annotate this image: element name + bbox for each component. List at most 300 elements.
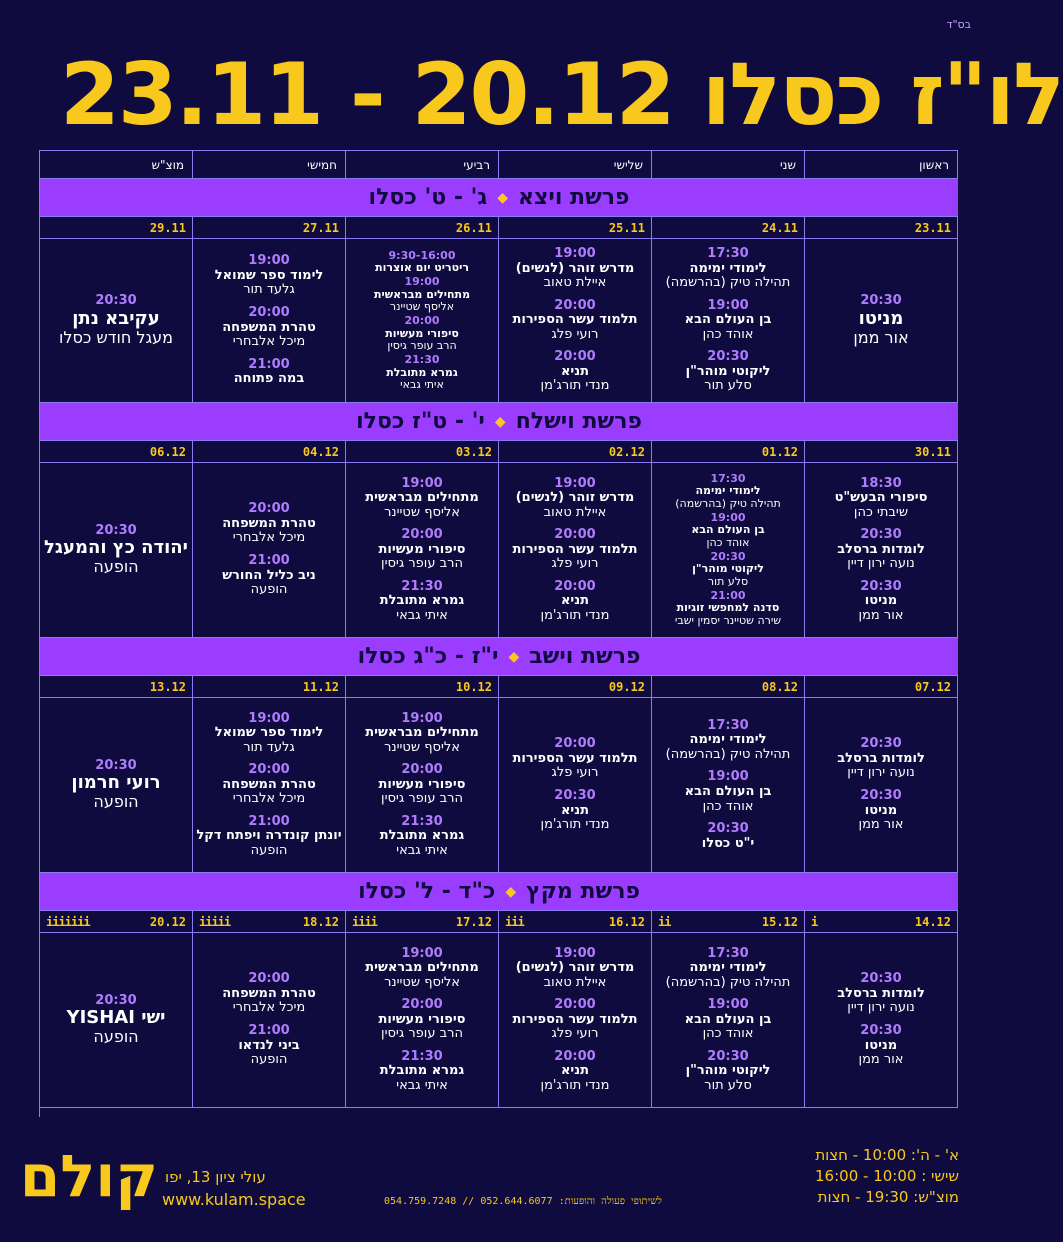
event-item[interactable] — [379, 763, 466, 807]
hanukkah-candles-icon: iiii — [352, 914, 377, 929]
event-host: נועה ירון דיין — [847, 765, 915, 781]
day-schedule-cell — [652, 933, 805, 1108]
event-item[interactable] — [541, 789, 610, 833]
event-time: 17:30 — [707, 945, 749, 961]
event-name: מדרש זוהר (לנשים) — [515, 490, 635, 506]
date-label: 10.12 — [455, 679, 492, 694]
event-name: תניא — [560, 1063, 590, 1079]
event-time: 21:00 — [710, 588, 746, 602]
event-name: טהרת המשפחה — [222, 776, 316, 792]
kislev-range: כ"ד - ל' כסלו — [358, 879, 496, 904]
date-cell — [193, 911, 346, 933]
event-item[interactable] — [837, 972, 925, 1016]
event-name: לימוד ספר שמואל — [214, 725, 324, 741]
event-time: 20:30 — [860, 736, 902, 752]
besd-mark: בס"ד — [946, 18, 971, 31]
event-host: אוהד כהן — [702, 798, 754, 814]
parasha-band — [40, 873, 958, 911]
day-schedule-cell — [193, 698, 346, 873]
date-cell — [805, 676, 958, 698]
event-name: לימודי ימימה — [689, 960, 767, 976]
event-host: מנדי תורג'מן — [540, 1077, 610, 1093]
contact-phones: לשיתופי פעולה והופעות: 052.644.6077 // 054.759.7248 — [384, 1196, 662, 1207]
event-item[interactable] — [222, 554, 316, 598]
date-cell — [346, 676, 499, 698]
day-schedule-cell — [499, 698, 652, 873]
event-name: טהרת המשפחה — [222, 319, 316, 335]
event-item[interactable] — [67, 994, 166, 1047]
day-schedule-cell — [193, 933, 346, 1108]
event-time: 20:00 — [554, 736, 596, 752]
date-label: 15.12 — [761, 914, 798, 929]
event-item[interactable] — [44, 524, 188, 577]
date-label: 11.12 — [302, 679, 339, 694]
diamond-icon: ◆ — [494, 413, 506, 430]
event-host: אליסף שטיינר — [384, 739, 460, 755]
date-cell — [346, 441, 499, 463]
event-name: תלמוד עשר הספירות — [512, 312, 638, 328]
date-label: 20.12 — [149, 914, 186, 929]
event-time: 19:00 — [707, 997, 749, 1013]
event-item[interactable] — [196, 815, 341, 859]
date-label: 29.11 — [149, 220, 186, 235]
event-name: גמרא מתובלת — [379, 593, 465, 609]
event-name: לומדות ברסלב — [837, 985, 925, 1001]
event-host: אוהד כהן — [702, 1026, 754, 1042]
event-host: איילת טאוב — [543, 974, 607, 990]
parasha-name: פרשת וישלח — [515, 409, 642, 434]
event-item[interactable] — [513, 299, 638, 343]
event-item[interactable] — [516, 247, 635, 291]
event-item[interactable] — [234, 358, 305, 387]
event-time: 20:00 — [248, 971, 290, 987]
event-item[interactable] — [685, 299, 772, 343]
event-host: איתי גבאי — [396, 607, 448, 623]
event-time: 19:00 — [710, 511, 746, 525]
event-time: 17:30 — [707, 717, 749, 733]
date-label: 26.11 — [455, 220, 492, 235]
kislev-range: י"ז - כ"ג כסלו — [357, 644, 499, 669]
date-cell — [346, 911, 499, 933]
event-host: מנדי תורג'מן — [540, 378, 610, 394]
event-item[interactable] — [380, 1050, 464, 1094]
event-item[interactable] — [513, 998, 638, 1042]
event-item[interactable] — [859, 789, 904, 833]
event-host: מנדי תורג'מן — [540, 817, 610, 833]
date-label: 08.12 — [761, 679, 798, 694]
event-item[interactable] — [541, 350, 610, 394]
kulam-logo: קולם — [19, 1142, 158, 1210]
event-time: 20:00 — [404, 314, 440, 328]
event-name: תלמוד עשר הספירות — [512, 541, 638, 557]
hanukkah-candles-icon: iii — [505, 914, 524, 929]
event-item[interactable] — [513, 528, 638, 572]
event-item[interactable] — [692, 551, 764, 588]
day-schedule-cell — [805, 239, 958, 403]
event-name: בן העולם הבא — [691, 523, 765, 537]
event-name: יונתן קונדרה ויפתח דקל — [196, 828, 342, 844]
event-host: אליסף שטיינר — [384, 974, 460, 990]
event-time: 21:30 — [401, 813, 443, 829]
day-schedule-cell — [40, 698, 193, 873]
event-name: ליקוטי מוהר"ן — [685, 363, 771, 379]
date-label: 07.12 — [914, 679, 951, 694]
event-name: מדרש זוהר (לנשים) — [515, 960, 635, 976]
event-name: ריטריט יום אוצרות — [375, 261, 469, 275]
event-name: עקיבא נתן — [72, 307, 160, 329]
event-time: 20:30 — [554, 788, 596, 803]
parasha-name: פרשת מקץ — [526, 879, 640, 904]
date-label: 25.11 — [608, 220, 645, 235]
kislev-range: ג' - ט' כסלו — [368, 185, 488, 210]
event-name: י"ט כסלו — [701, 835, 755, 851]
date-cell — [652, 217, 805, 239]
event-name: רועי חרמון — [71, 772, 161, 794]
event-name: סיפורי הבעש"ט — [834, 490, 928, 506]
hours-friday: שישי : 10:00 - 16:00 — [815, 1167, 959, 1185]
date-cell — [499, 217, 652, 239]
event-name: תניא — [560, 593, 590, 609]
day-schedule-cell — [193, 239, 346, 403]
event-item[interactable] — [516, 947, 635, 991]
event-time: 20:00 — [401, 762, 443, 778]
event-item[interactable] — [222, 972, 316, 1016]
date-cell — [652, 676, 805, 698]
event-host: הרב עופר גיסין — [387, 338, 457, 352]
event-item[interactable] — [685, 998, 772, 1042]
event-time: 20:00 — [554, 297, 596, 313]
event-time: 18:30 — [860, 475, 902, 491]
event-item[interactable] — [380, 580, 464, 624]
event-item[interactable] — [685, 770, 772, 814]
event-host: תהילה טיק (בהרשמה) — [665, 974, 791, 990]
event-host: הופעה — [250, 842, 288, 858]
event-item[interactable] — [702, 822, 754, 851]
page-title: 23.11 - 20.12 לו"ז כסלו — [60, 45, 1063, 145]
event-time: 20:30 — [707, 821, 749, 837]
event-name: בן העולם הבא — [684, 1011, 772, 1027]
event-item[interactable] — [675, 473, 781, 510]
date-label: 04.12 — [302, 444, 339, 459]
event-name: ישי YISHAI — [66, 1007, 166, 1029]
date-label: 02.12 — [608, 444, 645, 459]
day-schedule-cell — [40, 933, 193, 1108]
event-time: 20:30 — [707, 349, 749, 365]
event-item[interactable] — [859, 580, 904, 624]
hanukkah-candles-icon: ii — [658, 914, 671, 929]
event-item[interactable] — [215, 712, 324, 756]
event-item[interactable] — [686, 350, 771, 394]
event-name: ביני לנדאו — [238, 1037, 300, 1053]
event-name: מתחילים מבראשית — [373, 287, 471, 301]
event-host: איילת טאוב — [543, 504, 607, 520]
event-item[interactable] — [385, 315, 459, 352]
event-item[interactable] — [365, 712, 479, 756]
day-schedule-cell — [346, 698, 499, 873]
event-name: מתחילים מבראשית — [365, 490, 479, 506]
event-time: 19:00 — [401, 945, 443, 961]
event-item[interactable] — [513, 737, 638, 781]
event-name: תניא — [560, 802, 590, 818]
date-label: 23.11 — [914, 220, 951, 235]
event-name: סדנה למחפשי זוגיות — [676, 601, 780, 615]
date-label: 06.12 — [149, 444, 186, 459]
parasha-name: פרשת ויצא — [517, 185, 630, 210]
parasha-band — [40, 638, 958, 676]
date-cell — [805, 217, 958, 239]
event-host: רועי פלג — [551, 326, 599, 342]
event-time: 20:00 — [554, 527, 596, 543]
event-item[interactable] — [686, 1050, 771, 1094]
event-time: 21:30 — [401, 1048, 443, 1064]
event-name: לימודי ימימה — [689, 260, 767, 276]
event-name: מניטו — [864, 593, 898, 609]
event-name: מניטו — [864, 1037, 898, 1053]
event-name: סיפורי מעשיות — [385, 326, 459, 340]
event-item[interactable] — [222, 306, 316, 350]
kislev-range: י' - ט"ז כסלו — [356, 409, 485, 434]
event-time: 20:30 — [860, 527, 902, 543]
event-host: סלע תור — [707, 574, 749, 588]
date-label: 27.11 — [302, 220, 339, 235]
date-cell — [346, 217, 499, 239]
event-host: אור ממן — [853, 327, 909, 347]
event-host: איתי גבאי — [396, 1077, 448, 1093]
event-host: רועי פלג — [551, 765, 599, 781]
event-item[interactable] — [675, 590, 781, 627]
date-cell — [499, 911, 652, 933]
event-time: 20:00 — [248, 304, 290, 320]
event-time: 20:30 — [95, 293, 137, 309]
day-header: ראשון — [805, 151, 958, 179]
event-time: 20:30 — [710, 550, 746, 563]
event-name: תלמוד עשר הספירות — [512, 750, 638, 766]
event-name: לומדות ברסלב — [837, 750, 925, 766]
diamond-icon: ◆ — [505, 883, 517, 900]
event-host: תהילה טיק (בהרשמה) — [665, 746, 791, 762]
event-time: 21:00 — [248, 813, 290, 829]
event-name: מדרש זוהר (לנשים) — [515, 260, 635, 276]
date-cell — [652, 441, 805, 463]
event-host: הופעה — [93, 557, 139, 577]
event-host: אליסף שטיינר — [389, 300, 455, 314]
date-cell — [805, 911, 958, 933]
event-host: אוהד כהן — [702, 326, 754, 342]
event-item[interactable] — [386, 354, 457, 391]
event-item[interactable] — [71, 759, 160, 812]
event-host: הרב עופר גיסין — [381, 791, 463, 807]
event-time: 19:00 — [248, 253, 290, 269]
event-host: איתי גבאי — [396, 842, 448, 858]
day-schedule-cell — [499, 239, 652, 403]
event-host: איילת טאוב — [543, 275, 607, 291]
date-cell — [193, 676, 346, 698]
event-time: 19:00 — [401, 475, 443, 491]
opening-hours — [815, 1146, 959, 1209]
event-host: הופעה — [250, 1052, 288, 1068]
day-schedule-cell — [346, 933, 499, 1108]
day-schedule-cell — [805, 463, 958, 638]
event-item[interactable] — [516, 477, 635, 521]
event-time: 20:00 — [554, 1048, 596, 1064]
event-name: סיפורי מעשיות — [378, 776, 466, 792]
day-header: שלישי — [499, 151, 652, 179]
event-item[interactable] — [380, 815, 464, 859]
event-host: שיבתי כהן — [853, 504, 909, 520]
event-time: 21:00 — [248, 553, 290, 568]
event-item[interactable] — [375, 250, 469, 275]
event-name: לומדות ברסלב — [837, 541, 925, 557]
event-host: סלע תור — [704, 378, 752, 394]
event-time: 20:00 — [248, 762, 290, 778]
event-name: בן העולם הבא — [684, 312, 772, 328]
event-host: אור ממן — [858, 1052, 904, 1068]
event-item[interactable] — [853, 294, 908, 347]
event-item[interactable] — [859, 1024, 904, 1068]
event-name: בן העולם הבא — [684, 784, 772, 799]
event-item[interactable] — [59, 294, 173, 347]
event-time: 20:30 — [860, 578, 902, 594]
event-name: גמרא מתובלת — [386, 365, 458, 379]
event-host: מיכל אלבחרי — [232, 530, 306, 546]
event-host: גלעד תור — [243, 282, 295, 298]
parasha-name: פרשת וישב — [529, 644, 641, 669]
event-time: 21:00 — [248, 1023, 290, 1038]
event-item[interactable] — [222, 763, 316, 807]
hanukkah-candles-icon: iiiiiii — [46, 914, 90, 929]
day-schedule-cell — [346, 239, 499, 403]
event-item[interactable] — [541, 580, 610, 624]
event-host: גלעד תור — [243, 739, 295, 755]
hanukkah-candles-icon: iiiii — [199, 914, 231, 929]
event-host: תהילה טיק (בהרשמה) — [675, 496, 781, 510]
event-host: סלע תור — [704, 1077, 752, 1093]
event-name: תניא — [560, 363, 590, 379]
event-time: 17:30 — [707, 246, 749, 262]
event-host: הופעה — [93, 1027, 139, 1047]
event-host: אור ממן — [858, 817, 904, 833]
event-item[interactable] — [238, 1024, 299, 1068]
event-item[interactable] — [379, 528, 466, 572]
day-schedule-cell — [652, 698, 805, 873]
day-schedule-cell — [40, 239, 193, 403]
event-item[interactable] — [837, 737, 925, 781]
date-cell — [193, 217, 346, 239]
event-time: 20:00 — [554, 997, 596, 1013]
event-host: רועי פלג — [551, 1026, 599, 1042]
event-name: מניטו — [864, 802, 898, 818]
date-cell — [805, 441, 958, 463]
date-label: 30.11 — [914, 444, 951, 459]
event-time: 20:30 — [707, 1048, 749, 1064]
address: עולי ציון 13, יפו — [165, 1168, 266, 1186]
schedule-grid — [39, 150, 958, 1117]
event-host: רועי פלג — [551, 556, 599, 572]
event-host: שירה שטיינר יסמין ישבי — [674, 613, 782, 627]
event-time: 21:00 — [248, 356, 290, 372]
event-name: לימוד ספר שמואל — [214, 267, 324, 283]
event-name: סיפורי מעשיות — [378, 1011, 466, 1027]
event-item[interactable] — [365, 947, 479, 991]
day-schedule-cell — [40, 463, 193, 638]
date-cell — [652, 911, 805, 933]
event-host: הרב עופר גיסין — [381, 1026, 463, 1042]
day-schedule-cell — [499, 933, 652, 1108]
event-item[interactable] — [374, 276, 470, 313]
event-time: 20:30 — [860, 788, 902, 803]
website-link[interactable]: www.kulam.space — [162, 1190, 306, 1209]
day-schedule-cell — [193, 463, 346, 638]
date-label: 14.12 — [914, 914, 951, 929]
event-name: לימודי ימימה — [689, 732, 767, 748]
event-host: נועה ירון דיין — [847, 556, 915, 572]
date-label: 09.12 — [608, 679, 645, 694]
event-name: מתחילים מבראשית — [365, 960, 479, 976]
event-time: 19:00 — [404, 275, 440, 289]
event-name: טהרת המשפחה — [222, 985, 316, 1001]
date-label: 01.12 — [761, 444, 798, 459]
day-schedule-cell — [652, 463, 805, 638]
event-time: 19:00 — [554, 475, 596, 491]
event-item[interactable] — [835, 477, 928, 521]
event-time: 20:30 — [860, 1023, 902, 1038]
event-item[interactable] — [365, 477, 479, 521]
day-header: שני — [652, 151, 805, 179]
event-item[interactable] — [666, 947, 791, 991]
event-item[interactable] — [215, 254, 324, 298]
hours-saturday-night: מוצ"ש: 19:30 - חצות — [817, 1188, 959, 1206]
event-item[interactable] — [222, 502, 316, 546]
day-schedule-cell — [805, 933, 958, 1108]
event-name: לימודי ימימה — [695, 484, 761, 498]
event-host: איתי גבאי — [400, 377, 444, 391]
event-time: 19:00 — [248, 710, 290, 726]
event-name: מניטו — [858, 307, 904, 329]
event-host: מיכל אלבחרי — [232, 334, 306, 350]
date-label: 16.12 — [608, 914, 645, 929]
event-item[interactable] — [691, 512, 764, 549]
event-time: 17:30 — [710, 472, 746, 486]
event-name: יהודה כץ והמעגל — [44, 537, 188, 559]
event-time: 20:00 — [248, 501, 290, 517]
day-header: חמישי — [193, 151, 346, 179]
event-time: 19:00 — [707, 769, 749, 785]
date-cell — [40, 911, 193, 933]
event-item[interactable] — [666, 247, 791, 291]
event-host: מיכל אלבחרי — [232, 791, 306, 807]
date-cell — [499, 676, 652, 698]
event-host: מעגל חודש כסלו — [59, 327, 173, 347]
date-label: 18.12 — [302, 914, 339, 929]
event-host: אליסף שטיינר — [384, 504, 460, 520]
event-name: טהרת המשפחה — [222, 515, 316, 531]
event-host: אוהד כהן — [706, 535, 750, 549]
event-host: הופעה — [250, 582, 288, 598]
day-header: מוצ"ש — [40, 151, 193, 179]
event-item[interactable] — [541, 1050, 610, 1094]
event-item[interactable] — [666, 719, 791, 763]
event-item[interactable] — [837, 528, 925, 572]
event-time: 20:00 — [554, 349, 596, 365]
event-time: 19:00 — [554, 246, 596, 262]
hours-weekdays: א' - ה': 10:00 - חצות — [815, 1146, 959, 1164]
date-cell — [40, 441, 193, 463]
event-name: ניב כליל החורש — [222, 567, 316, 583]
event-time: 21:30 — [404, 353, 440, 367]
event-item[interactable] — [379, 998, 466, 1042]
day-schedule-cell — [805, 698, 958, 873]
date-cell — [499, 441, 652, 463]
